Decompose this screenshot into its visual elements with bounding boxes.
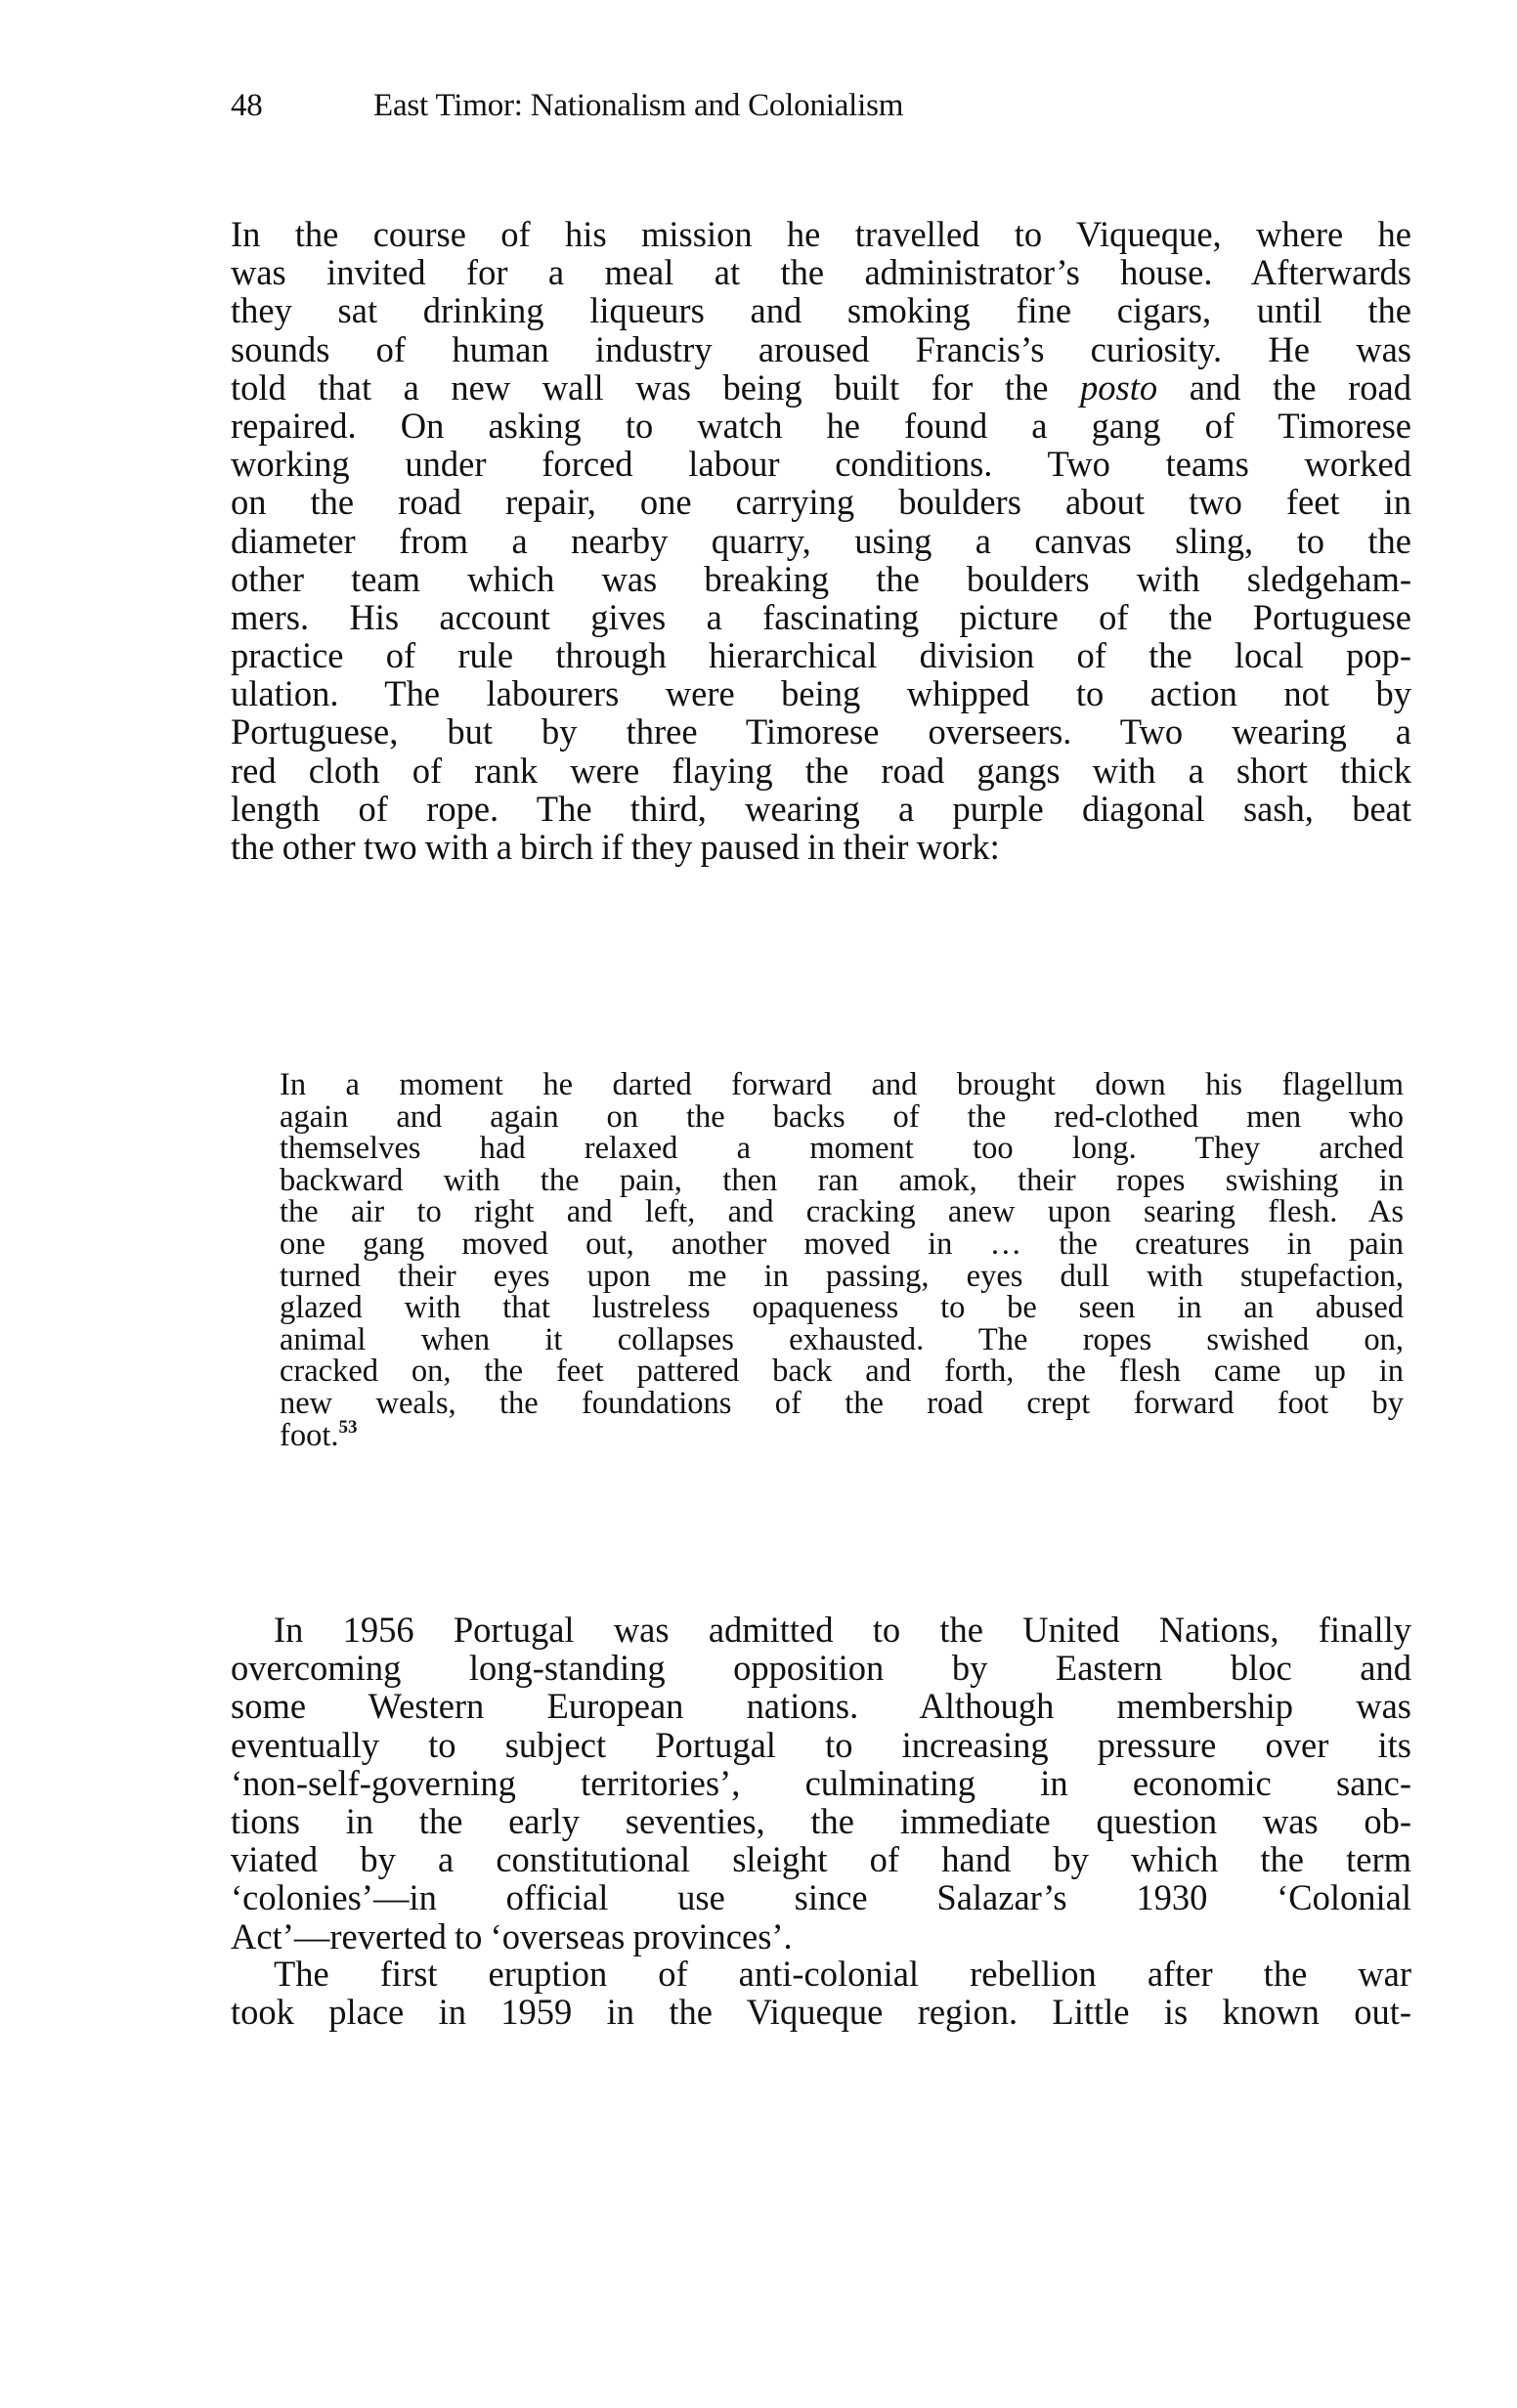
- body-paragraph-1: [231, 215, 1411, 866]
- quote-line: animal when it collapses exhausted. The ropes swished on,: [280, 1321, 1404, 1357]
- italic-term-posto: posto: [1080, 366, 1158, 408]
- running-head: [231, 84, 903, 127]
- text-line: The first eruption of anti-colonial rebellion after the war: [274, 1954, 1411, 1994]
- body-paragraph-2: [231, 1611, 1411, 1956]
- text-line: diameter from a nearby quarry, using a canvas sling, to the: [231, 520, 1411, 561]
- quote-line: new weals, the foundations of the road crept forward foot by: [280, 1385, 1404, 1421]
- text-line: tions in the early seventies, the immediate question was ob-: [231, 1800, 1411, 1841]
- text-line: red cloth of rank were flaying the road gangs with a short thick: [231, 750, 1411, 791]
- quote-line: [280, 1416, 1404, 1453]
- quote-line: the air to right and left, and cracking anew upon searing flesh. As: [280, 1194, 1404, 1230]
- text-line: length of rope. The third, wearing a purple diagonal sash, beat: [231, 788, 1411, 829]
- text-line: the other two with a birch if they paused in their work:: [231, 827, 1000, 867]
- book-title: East Timor: Nationalism and Colonialism: [373, 88, 904, 123]
- text-line: overcoming long-standing opposition by Eastern bloc and: [231, 1648, 1411, 1689]
- quote-line: one gang moved out, another moved in … the creatures in pain: [280, 1226, 1404, 1262]
- text-line: In 1956 Portugal was admitted to the United Nations, finally: [274, 1610, 1411, 1650]
- text-line: some Western European nations. Although membership was: [231, 1686, 1411, 1727]
- text-line: Act’—reverted to ‘overseas provinces’.: [231, 1915, 793, 1956]
- text-segment: foot.: [280, 1417, 339, 1453]
- quote-line: themselves had relaxed a moment too long. They arched: [280, 1131, 1404, 1167]
- text-line: eventually to subject Portugal to increasing pressure over its: [231, 1724, 1411, 1765]
- text-line: ulation. The labourers were being whipped to action not by: [231, 673, 1411, 714]
- text-line: In the course of his mission he travelled to Viqueque, where he: [231, 214, 1411, 254]
- text-line: took place in 1959 in the Viqueque region. Little is known out-: [231, 1992, 1411, 2033]
- page-number: 48: [231, 88, 263, 123]
- text-line: working under forced labour conditions. Two teams worked: [231, 444, 1411, 485]
- block-quote: [280, 1069, 1404, 1451]
- text-line: other team which was breaking the boulders with sledgeham-: [231, 558, 1411, 599]
- quote-line: In a moment he darted forward and brought down his flagellum: [280, 1067, 1404, 1102]
- text-segment: and the road: [1189, 366, 1412, 408]
- footnote-reference[interactable]: 53: [338, 1416, 358, 1438]
- text-line: Portuguese, but by three Timorese overseers. Two wearing a: [231, 711, 1411, 752]
- text-line: [231, 368, 1411, 407]
- text-line: practice of rule through hierarchical division of the local pop-: [231, 635, 1411, 676]
- text-line: sounds of human industry aroused Francis’s curiosity. He was: [231, 328, 1411, 369]
- text-line: ‘colonies’—in official use since Salazar’s 1930 ‘Colonial: [231, 1877, 1411, 1918]
- text-line: repaired. On asking to watch he found a gang of Timorese: [231, 405, 1411, 446]
- quote-line: again and again on the backs of the red-clothed men who: [280, 1098, 1404, 1135]
- text-line: viated by a constitutional sleight of hand by which the term: [231, 1839, 1411, 1880]
- text-line: they sat drinking liqueurs and smoking fine cigars, until the: [231, 290, 1411, 331]
- text-segment: told that a new wall was being built for the: [231, 366, 1049, 408]
- quote-line: turned their eyes upon me in passing, eyes dull with stupefaction,: [280, 1258, 1404, 1294]
- body-paragraph-3: [231, 1955, 1411, 2031]
- text-line: ‘non-self-governing territories’, culminating in economic sanc-: [231, 1762, 1411, 1803]
- text-line: was invited for a meal at the administrator’s house. Afterwards: [231, 252, 1411, 293]
- quote-line: backward with the pain, then ran amok, their ropes swishing in: [280, 1162, 1404, 1198]
- text-line: mers. His account gives a fascinating picture of the Portuguese: [231, 596, 1411, 637]
- quote-line: cracked on, the feet pattered back and forth, the flesh came up in: [280, 1354, 1404, 1390]
- quote-line: glazed with that lustreless opaqueness to be seen in an abused: [280, 1290, 1404, 1326]
- text-line: on the road repair, one carrying boulders about two feet in: [231, 482, 1411, 523]
